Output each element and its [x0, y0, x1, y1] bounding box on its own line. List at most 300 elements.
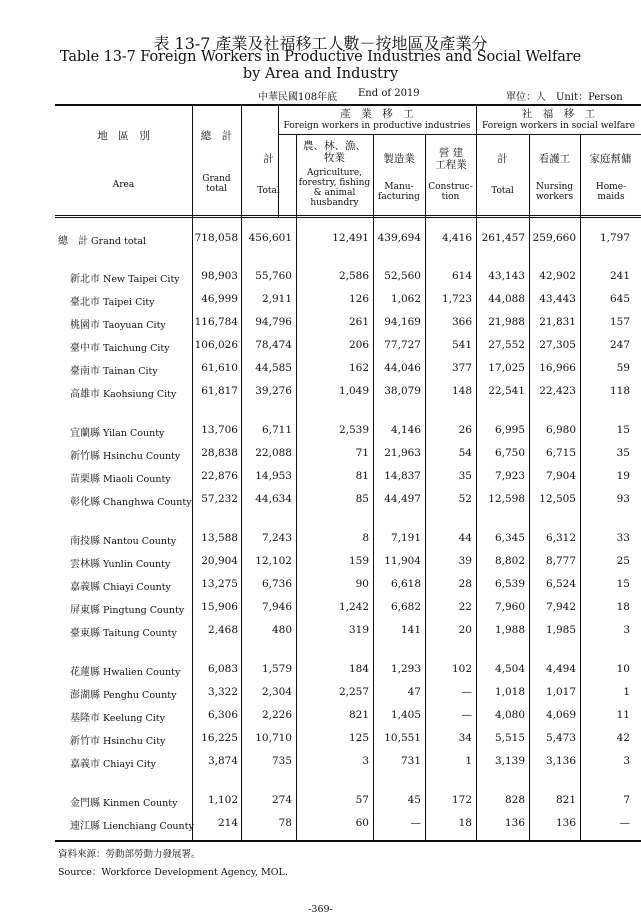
table-cell: 22,423	[539, 385, 576, 397]
table-row	[0, 339, 641, 355]
table-cell: 10	[616, 663, 630, 675]
table-cell: 42,902	[539, 270, 576, 282]
table-cell: 18	[458, 817, 472, 829]
table-row	[0, 532, 641, 548]
table-cell: 44,634	[255, 493, 292, 505]
table-cell: —	[461, 686, 472, 698]
table-cell: 7,923	[494, 470, 525, 482]
row-area-en: New Taipei City	[103, 274, 180, 285]
table-cell: 2,586	[338, 270, 369, 282]
table-cell: 2,226	[261, 709, 292, 721]
table-cell: 1,049	[338, 385, 369, 397]
header-nurse-en: Nursing workers	[535, 182, 574, 202]
header-productive-zh: 產 業 移 工	[340, 108, 414, 120]
table-cell: 1,988	[494, 624, 525, 636]
table-title-en-line2: by Area and Industry	[242, 66, 399, 82]
row-area-name	[70, 339, 170, 354]
row-area-name	[70, 686, 176, 701]
row-area-name	[70, 532, 176, 547]
table-cell: 44	[458, 532, 472, 544]
row-area-zh: 臺東縣	[70, 628, 100, 639]
table-row	[0, 663, 641, 679]
table-cell: 90	[355, 578, 369, 590]
table-cell: 7,243	[261, 532, 292, 544]
table-cell: 27,552	[488, 339, 525, 351]
table-cell: 1,017	[545, 686, 576, 698]
table-cell: 57	[355, 794, 369, 806]
period-en: End of 2019	[358, 88, 420, 99]
table-cell: 52	[458, 493, 472, 505]
table-cell: 10,551	[384, 732, 421, 744]
header-agri-zh: 農、林、漁、牧業	[303, 140, 366, 164]
table-cell: 6,312	[545, 532, 576, 544]
row-area-zh: 臺南市	[70, 366, 100, 377]
row-area-name	[70, 755, 156, 770]
table-cell: 11,904	[384, 555, 421, 567]
table-row	[0, 755, 641, 771]
header-area-en: Area	[112, 180, 135, 190]
table-row	[0, 709, 641, 725]
table-cell: 94,169	[384, 316, 421, 328]
row-area-en: Changhwa County	[103, 497, 192, 508]
table-cell: 6,995	[494, 424, 525, 436]
row-area-en: Penghu County	[103, 690, 177, 701]
table-cell: 184	[348, 663, 369, 675]
table-cell: 5,515	[494, 732, 525, 744]
table-row	[0, 470, 641, 486]
table-cell: 1,293	[390, 663, 421, 675]
table-cell: 78	[278, 817, 292, 829]
header-manu-en: Manu- facturing	[378, 182, 420, 202]
row-area-name	[70, 270, 180, 285]
header-agri-en: Agriculture, forestry, fishing & animal husbandry	[298, 168, 371, 208]
table-cell: 8,802	[494, 555, 525, 567]
table-cell: 148	[451, 385, 472, 397]
row-area-zh: 總 計	[58, 236, 88, 247]
table-cell: 735	[271, 755, 292, 767]
table-cell: 46,999	[201, 293, 238, 305]
row-area-en: Yunlin County	[103, 559, 171, 570]
row-area-name	[70, 663, 180, 678]
page-number: -369-	[308, 904, 333, 915]
table-cell: 61,610	[201, 362, 238, 374]
table-cell: 39	[458, 555, 472, 567]
period-zh: 中華民國108年底	[258, 92, 338, 103]
table-cell: 39,276	[255, 385, 292, 397]
row-area-en: Chiayi County	[103, 582, 171, 593]
source-en: Source：Workforce Development Agency, MOL.	[58, 867, 288, 878]
header-prod-total-en: Total	[257, 186, 280, 196]
source-zh: 資料來源：勞動部勞動力發展署。	[58, 849, 201, 860]
table-row	[0, 424, 641, 440]
table-cell: 38,079	[384, 385, 421, 397]
row-area-zh: 苗栗縣	[70, 474, 100, 485]
table-cell: 8,777	[545, 555, 576, 567]
table-cell: 6,345	[494, 532, 525, 544]
row-area-en: Pingtung County	[103, 605, 185, 616]
row-area-zh: 澎湖縣	[70, 690, 100, 701]
table-cell: 16,225	[201, 732, 238, 744]
table-cell: 366	[451, 316, 472, 328]
table-cell: 261,457	[481, 232, 525, 244]
row-area-zh: 宜蘭縣	[70, 428, 100, 439]
table-cell: 15	[616, 424, 630, 436]
table-row	[0, 794, 641, 810]
table-title-zh: 表 13-7 產業及社福移工人數－按地區及產業分	[153, 34, 488, 53]
table-row	[0, 817, 641, 833]
table-cell: 54	[458, 447, 472, 459]
table-cell: 377	[451, 362, 472, 374]
table-cell: 614	[451, 270, 472, 282]
header-soc-total-zh: 計	[497, 153, 508, 165]
row-area-name	[70, 447, 180, 462]
header-prod-total-zh: 計	[263, 153, 274, 165]
row-area-zh: 雲林縣	[70, 559, 100, 570]
table-cell: 57,232	[201, 493, 238, 505]
table-cell: 60	[355, 817, 369, 829]
row-area-name	[70, 624, 177, 639]
table-row	[0, 578, 641, 594]
table-cell: 44,585	[255, 362, 292, 374]
table-cell: 12,102	[255, 555, 292, 567]
row-area-name	[70, 555, 170, 570]
table-cell: 6,711	[261, 424, 292, 436]
table-cell: 126	[348, 293, 369, 305]
table-cell: 1,242	[338, 601, 369, 613]
table-row	[0, 316, 641, 332]
table-cell: 47	[407, 686, 421, 698]
table-cell: 3,322	[207, 686, 238, 698]
table-cell: 206	[348, 339, 369, 351]
table-cell: 55,760	[255, 270, 292, 282]
table-cell: 2,304	[261, 686, 292, 698]
table-cell: 4,494	[545, 663, 576, 675]
table-cell: 71	[355, 447, 369, 459]
table-cell: 821	[348, 709, 369, 721]
table-cell: 2,911	[261, 293, 292, 305]
row-area-zh: 嘉義縣	[70, 582, 100, 593]
unit-label: 單位：人 Unit：Person	[506, 92, 623, 103]
table-cell: 22,876	[201, 470, 238, 482]
table-cell: 25	[616, 555, 630, 567]
table-cell: 43,443	[539, 293, 576, 305]
row-area-en: Hsinchu City	[103, 736, 166, 747]
row-area-name	[70, 794, 177, 809]
table-row	[0, 293, 641, 309]
table-cell: 7,904	[545, 470, 576, 482]
table-cell: 43,143	[488, 270, 525, 282]
table-cell: 439,694	[377, 232, 421, 244]
table-cell: 14,837	[384, 470, 421, 482]
table-cell: 21,988	[488, 316, 525, 328]
table-cell: 45	[407, 794, 421, 806]
row-area-name	[70, 316, 166, 331]
table-cell: 456,601	[248, 232, 292, 244]
table-cell: 5,473	[545, 732, 576, 744]
row-area-zh: 新竹市	[70, 736, 100, 747]
table-row	[0, 555, 641, 571]
table-cell: 6,539	[494, 578, 525, 590]
row-area-name	[70, 424, 164, 439]
table-cell: 22,541	[488, 385, 525, 397]
table-title-en-line1: Table 13-7 Foreign Workers in Productive Industries and Social Welfare	[59, 49, 582, 65]
table-cell: 2,468	[207, 624, 238, 636]
table-cell: 2,257	[338, 686, 369, 698]
table-cell: 44,046	[384, 362, 421, 374]
table-cell: 3	[623, 755, 630, 767]
table-cell: 12,505	[539, 493, 576, 505]
table-cell: 4,416	[441, 232, 472, 244]
table-cell: 61,817	[201, 385, 238, 397]
table-cell: 20	[458, 624, 472, 636]
row-area-en: Miaoli County	[103, 474, 171, 485]
table-cell: 162	[348, 362, 369, 374]
table-row	[0, 362, 641, 378]
table-row	[0, 624, 641, 640]
table-cell: 7,942	[545, 601, 576, 613]
row-area-zh: 新竹縣	[70, 451, 100, 462]
row-area-zh: 彰化縣	[70, 497, 100, 508]
table-cell: 6,715	[545, 447, 576, 459]
table-cell: 4,080	[494, 709, 525, 721]
table-cell: 78,474	[255, 339, 292, 351]
row-area-en: Taipei City	[103, 297, 155, 308]
table-cell: 35	[616, 447, 630, 459]
row-area-en: Taitung County	[103, 628, 177, 639]
table-row	[0, 601, 641, 617]
table-cell: 12,491	[332, 232, 369, 244]
table-cell: 1	[465, 755, 472, 767]
table-cell: 214	[217, 817, 238, 829]
header-social-en: Foreign workers in social welfare	[482, 121, 635, 131]
header-area-zh: 地 區 別	[97, 130, 150, 142]
table-cell: 6,980	[545, 424, 576, 436]
table-cell: 10,710	[255, 732, 292, 744]
table-cell: 94,796	[255, 316, 292, 328]
table-cell: 1,062	[390, 293, 421, 305]
row-area-en: Hwalien County	[103, 667, 181, 678]
table-cell: 52,560	[384, 270, 421, 282]
row-area-zh: 臺中市	[70, 343, 100, 354]
row-area-name	[70, 709, 165, 724]
header-nurse-zh: 看護工	[538, 153, 571, 165]
row-area-en: Taichung City	[103, 343, 170, 354]
table-cell: 141	[400, 624, 421, 636]
table-cell: 85	[355, 493, 369, 505]
table-cell: 77,727	[384, 339, 421, 351]
table-cell: 7,946	[261, 601, 292, 613]
table-cell: 4,146	[390, 424, 421, 436]
table-cell: 259,660	[532, 232, 576, 244]
row-area-en: Taoyuan City	[103, 320, 166, 331]
row-area-name	[70, 493, 192, 508]
row-area-name	[70, 817, 194, 832]
table-cell: 718,058	[194, 232, 238, 244]
row-area-en: Kinmen County	[103, 798, 178, 809]
row-area-name	[58, 232, 146, 247]
table-cell: 1,723	[441, 293, 472, 305]
table-cell: 6,083	[207, 663, 238, 675]
row-area-zh: 桃園市	[70, 320, 100, 331]
table-cell: 172	[451, 794, 472, 806]
table-cell: 93	[616, 493, 630, 505]
table-cell: 3	[362, 755, 369, 767]
table-cell: 3,139	[494, 755, 525, 767]
row-area-name	[70, 732, 165, 747]
table-cell: 241	[609, 270, 630, 282]
row-area-en: Chiayi City	[103, 759, 157, 770]
row-area-zh: 新北市	[70, 274, 100, 285]
row-area-zh: 屏東縣	[70, 605, 100, 616]
row-area-name	[70, 293, 155, 308]
table-cell: 157	[609, 316, 630, 328]
table-cell: 59	[616, 362, 630, 374]
row-area-zh: 南投縣	[70, 536, 100, 547]
header-manu-zh: 製造業	[383, 153, 415, 165]
table-cell: 125	[348, 732, 369, 744]
row-area-en: Nantou County	[103, 536, 177, 547]
header-grand-en: Grand total	[202, 174, 231, 194]
table-cell: 15	[616, 578, 630, 590]
table-cell: 6,682	[390, 601, 421, 613]
header-soc-total-en: Total	[491, 186, 514, 196]
table-row	[0, 732, 641, 748]
row-area-name	[70, 578, 171, 593]
table-cell: 6,736	[261, 578, 292, 590]
table-cell: 106,026	[194, 339, 238, 351]
row-area-en: Keelung City	[103, 713, 165, 724]
row-area-zh: 臺北市	[70, 297, 100, 308]
table-cell: 17,025	[488, 362, 525, 374]
table-cell: 12,598	[488, 493, 525, 505]
table-cell: 4,504	[494, 663, 525, 675]
table-cell: 3	[623, 624, 630, 636]
table-cell: 731	[400, 755, 421, 767]
row-area-en: Grand total	[91, 236, 147, 247]
row-area-zh: 連江縣	[70, 821, 100, 832]
table-cell: 118	[609, 385, 630, 397]
table-cell: 44,088	[488, 293, 525, 305]
table-cell: 1,405	[390, 709, 421, 721]
table-row	[0, 447, 641, 463]
table-row	[0, 686, 641, 702]
header-maid-en: Home- maids	[595, 182, 627, 202]
table-cell: 20,904	[201, 555, 238, 567]
row-area-zh: 高雄市	[70, 389, 100, 400]
table-cell: 21,963	[384, 447, 421, 459]
table-cell: 28	[458, 578, 472, 590]
table-cell: 480	[271, 624, 292, 636]
header-social-zh: 社 福 移 工	[521, 108, 596, 120]
table-cell: 7,191	[390, 532, 421, 544]
table-row	[0, 493, 641, 509]
table-cell: 1,579	[261, 663, 292, 675]
table-cell: 11	[616, 709, 630, 721]
table-cell: 14,953	[255, 470, 292, 482]
table-cell: —	[461, 709, 472, 721]
table-cell: 136	[555, 817, 576, 829]
table-cell: 19	[616, 470, 630, 482]
table-cell: 2,539	[338, 424, 369, 436]
table-cell: 116,784	[194, 316, 238, 328]
table-cell: 13,588	[201, 532, 238, 544]
table-cell: 1,797	[599, 232, 630, 244]
table-cell: 3,874	[207, 755, 238, 767]
table-cell: 102	[451, 663, 472, 675]
row-area-name	[70, 470, 171, 485]
table-cell: 13,706	[201, 424, 238, 436]
row-area-name	[70, 385, 176, 400]
row-area-en: Hsinchu County	[103, 451, 181, 462]
table-cell: 81	[355, 470, 369, 482]
row-area-en: Lienchiang County	[103, 821, 194, 832]
table-cell: 4,069	[545, 709, 576, 721]
table-cell: 28,838	[201, 447, 238, 459]
table-cell: 6,524	[545, 578, 576, 590]
table-cell: 159	[348, 555, 369, 567]
table-cell: 1	[623, 686, 630, 698]
table-cell: 136	[504, 817, 525, 829]
header-cons-zh: 營 建 工程業	[435, 147, 467, 171]
table-cell: 35	[458, 470, 472, 482]
table-cell: 541	[451, 339, 472, 351]
table-cell: 15,906	[201, 601, 238, 613]
header-cons-en: Construc- tion	[428, 182, 473, 202]
table-cell: 828	[504, 794, 525, 806]
table-cell: 6,618	[390, 578, 421, 590]
table-row	[0, 270, 641, 286]
table-cell: 21,831	[539, 316, 576, 328]
table-cell: 6,750	[494, 447, 525, 459]
header-productive-en: Foreign workers in productive industries	[283, 121, 471, 131]
table-cell: 821	[555, 794, 576, 806]
table-cell: 98,903	[201, 270, 238, 282]
row-area-name	[70, 362, 158, 377]
table-cell: 1,102	[207, 794, 238, 806]
table-cell: 44,497	[384, 493, 421, 505]
table-cell: 274	[271, 794, 292, 806]
table-cell: 13,275	[201, 578, 238, 590]
table-cell: 3,136	[545, 755, 576, 767]
row-area-en: Tainan City	[103, 366, 158, 377]
table-cell: 1,985	[545, 624, 576, 636]
table-cell: 27,305	[539, 339, 576, 351]
table-cell: 7	[623, 794, 630, 806]
table-cell: 8	[362, 532, 369, 544]
table-cell: 22,088	[255, 447, 292, 459]
table-cell: —	[410, 817, 421, 829]
table-cell: 261	[348, 316, 369, 328]
row-area-zh: 花蓮縣	[70, 667, 100, 678]
table-cell: —	[619, 817, 630, 829]
table-cell: 42	[616, 732, 630, 744]
row-area-zh: 金門縣	[70, 798, 100, 809]
table-cell: 247	[609, 339, 630, 351]
table-cell: 34	[458, 732, 472, 744]
table-cell: 1,018	[494, 686, 525, 698]
row-area-en: Kaohsiung City	[103, 389, 177, 400]
table-cell: 645	[609, 293, 630, 305]
table-cell: 16,966	[539, 362, 576, 374]
row-area-zh: 基隆市	[70, 713, 100, 724]
table-cell: 18	[616, 601, 630, 613]
table-cell: 6,306	[207, 709, 238, 721]
table-row-grand-total	[0, 232, 641, 248]
row-area-name	[70, 601, 184, 616]
table-cell: 7,960	[494, 601, 525, 613]
row-area-zh: 嘉義市	[70, 759, 100, 770]
table-cell: 33	[616, 532, 630, 544]
